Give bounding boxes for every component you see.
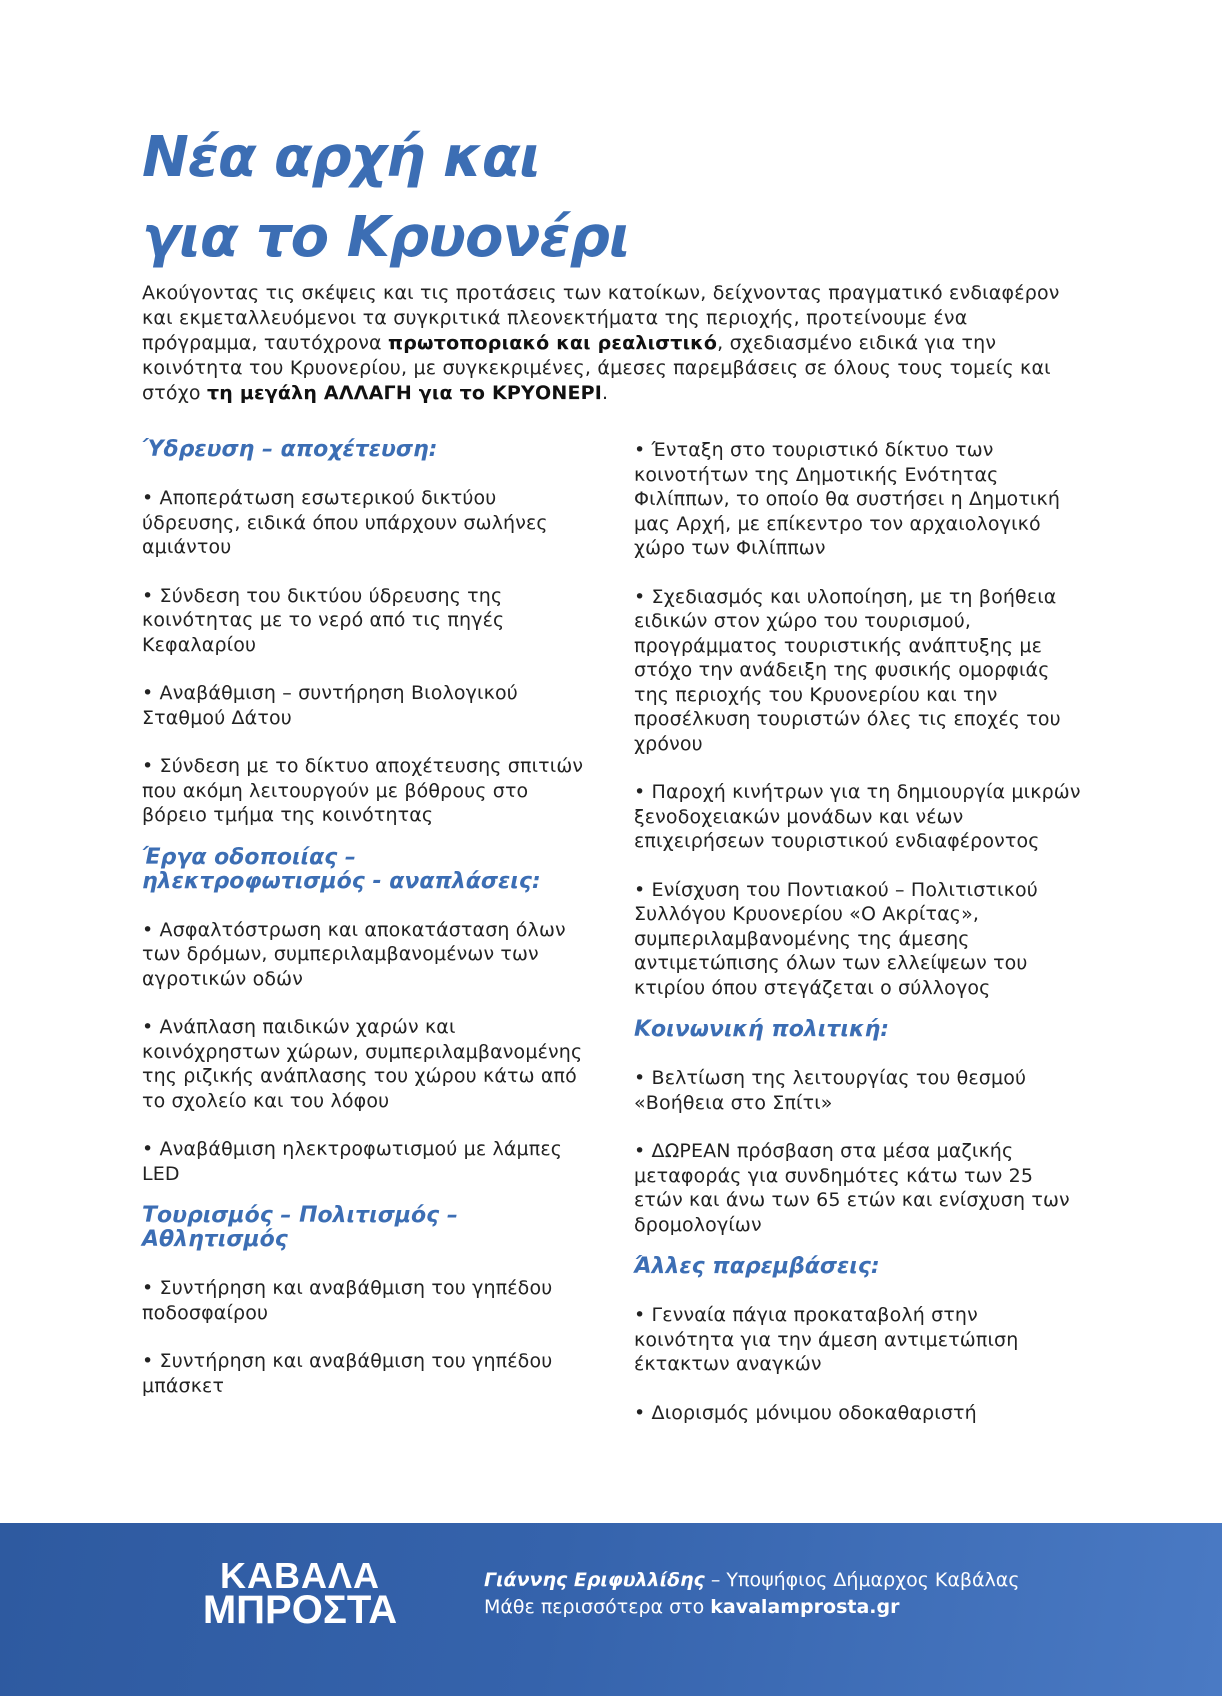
list-item: • Σύνδεση του δικτύου ύδρευσης της κοινότητας με το νερό από τις πηγές Κεφαλαρίου xyxy=(142,584,505,656)
section-heading-social: Κοινωνική πολιτική: xyxy=(634,1017,890,1042)
right-column xyxy=(634,438,1084,1449)
list-item: • Παροχή κινήτρων για τη δημιουργία μικρών ξενοδοχειακών μονάδων και νέων επιχειρήσεων τουριστικού ενδιαφέροντος xyxy=(634,781,1081,852)
section-heading-tourism-line-2: Αθλητισμός xyxy=(142,1227,288,1252)
section-heading-roads xyxy=(142,846,592,894)
title-line-2: για το Κρυονέρι xyxy=(142,205,630,270)
list-item: • Σχεδιασμός και υλοποίηση, με τη βοήθεια ειδικών στον χώρο του τουρισμού, προγράμματος τουριστικής ανάπτυξης με στόχο την ανάδειξη της φυσικής ομορφιάς της περιοχής του Κρυονερίου και την προσέλκυση τουριστών όλες τις εποχές του χρόνου xyxy=(634,585,1061,755)
list-item: • Αναβάθμιση ηλεκτροφωτισμού με λάμπες LED xyxy=(142,1138,563,1185)
list-item: • Συντήρηση και αναβάθμιση του γηπέδου μπάσκετ xyxy=(142,1350,553,1397)
kavala-mprosta-logo xyxy=(190,1555,410,1632)
intro-paragraph xyxy=(142,281,1082,406)
intro-text-3: . xyxy=(602,382,609,404)
left-column xyxy=(142,438,592,1422)
website-link[interactable]: kavalamprosta.gr xyxy=(710,1596,900,1618)
candidate-name: Γιάννης Εριφυλλίδης xyxy=(484,1569,705,1591)
more-line xyxy=(484,1594,1020,1621)
list-item: • ΔΩΡΕΑΝ πρόσβαση στα μέσα μαζικής μεταφοράς για συνδημότες κάτω των 25 ετών και άνω των 65 ετών και ενίσχυση των δρομολογίων xyxy=(634,1140,1070,1236)
intro-bold-2: τη μεγάλη ΑΛΛΑΓΗ για το ΚΡΥΟΝΕΡΙ xyxy=(206,382,603,404)
intro-text-2: , σχεδιασμένο ειδικά για την κοινότητα του Κρυονερίου, με συγκεκριμένες, άμεσες παρεμβάσεις σε όλους τους τομείς και στόχο xyxy=(142,332,1051,404)
logo-line-2: ΜΠΡΟΣΤΑ xyxy=(202,1588,398,1632)
list-item: • Ανάπλαση παιδικών χαρών και κοινόχρηστων χώρων, συμπεριλαμβανομένης της ριζικής ανάπλασης του χώρου κάτω από το σχολείο και του λόφου xyxy=(142,1016,583,1112)
list-item: • Ενίσχυση του Ποντιακού – Πολιτιστικού Συλλόγου Κρυονερίου «Ο Ακρίτας», συμπεριλαμβανομένης της άμεσης αντιμετώπισης όλων των ελλείψεων του κτιρίου όπου στεγάζεται ο σύλλογος xyxy=(634,878,1038,999)
section-heading-roads-line-2: ηλεκτροφωτισμός - αναπλάσεις: xyxy=(142,868,541,894)
footer-banner xyxy=(0,1523,1222,1696)
page-title xyxy=(142,118,630,278)
section-heading-other: Άλλες παρεμβάσεις: xyxy=(634,1254,880,1279)
list-item: • Συντήρηση και αναβάθμιση του γηπέδου ποδοσφαίρου xyxy=(142,1277,553,1324)
logo-line-1: ΚΑΒΑΛΑ xyxy=(219,1555,380,1596)
list-item: • Βελτίωση της λειτουργίας του θεσμού «Βοήθεια στο Σπίτι» xyxy=(634,1067,1027,1114)
more-text: Μάθε περισσότερα στο xyxy=(484,1596,711,1618)
list-item: • Σύνδεση με το δίκτυο αποχέτευσης σπιτιών που ακόμη λειτουργούν με βόθρους στο βόρειο τμήμα της κοινότητας xyxy=(142,755,584,826)
list-item: • Αναβάθμιση – συντήρηση Βιολογικού Σταθμού Δάτου xyxy=(142,682,518,729)
candidate-role: – Υποψήφιος Δήμαρχος Καβάλας xyxy=(704,1569,1020,1591)
footer-text xyxy=(484,1567,1020,1621)
list-item: • Ασφαλτόστρωση και αποκατάσταση όλων των δρόμων, συμπεριλαμβανομένων των αγροτικών οδών xyxy=(142,918,566,990)
list-item: • Ένταξη στο τουριστικό δίκτυο των κοινοτήτων της Δημοτικής Ενότητας Φιλίππων, το οποίο θα συστήσει η Δημοτική μας Αρχή, με επίκεντρο τον αρχαιολογικό χώρο των Φιλίππων xyxy=(634,439,1061,559)
list-item: • Γενναία πάγια προκαταβολή στην κοινότητα για την άμεση αντιμετώπιση έκτακτων αναγκών xyxy=(634,1304,1019,1375)
intro-bold-1: πρωτοποριακό και ρεαλιστικό xyxy=(388,332,718,354)
list-item: • Διορισμός μόνιμου οδοκαθαριστή xyxy=(634,1401,977,1424)
section-heading-tourism-line-1: Τουρισμός – Πολιτισμός – xyxy=(142,1203,458,1228)
intro-text-1: Ακούγοντας τις σκέψεις και τις προτάσεις των κατοίκων, δείχνοντας πραγματικό ενδιαφέρον και εκμεταλλευόμενοι τα συγκριτικά πλεονεκτήματα της περιοχής, προτείνουμε ένα πρόγραμμα, ταυτόχρονα xyxy=(142,282,1060,354)
title-line-1: Νέα αρχή και xyxy=(142,125,541,190)
section-heading-tourism xyxy=(142,1204,592,1252)
section-heading-roads-line-1: Έργα οδοποιίας – xyxy=(142,844,356,870)
section-heading-water: Ύδρευση – αποχέτευση: xyxy=(142,437,438,462)
list-item: • Αποπεράτωση εσωτερικού δικτύου ύδρευσης, ειδικά όπου υπάρχουν σωλήνες αμιάντου xyxy=(142,487,548,558)
candidate-line xyxy=(484,1567,1020,1594)
